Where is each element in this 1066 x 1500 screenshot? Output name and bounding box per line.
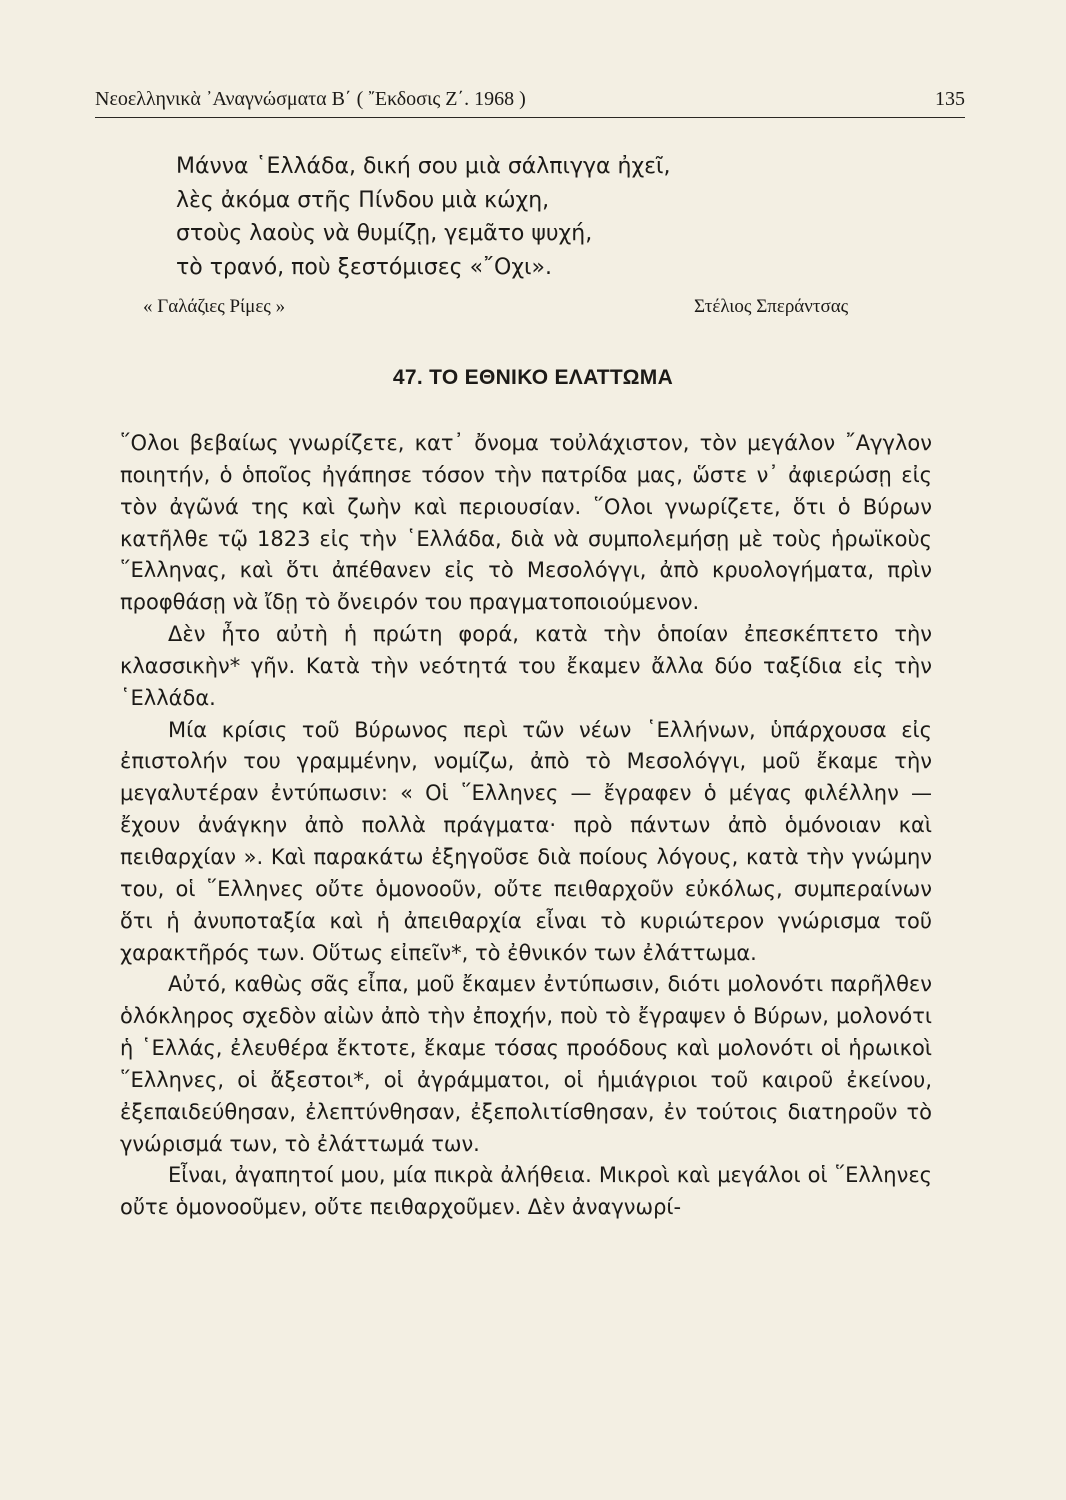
poem-line: Μάννα ῾Ελλάδα, δική σου μιὰ σάλπιγγα ἠχεῖ,: [176, 154, 671, 179]
header-book-title: Νεοελληνικὰ ᾿Αναγνώσματα Β΄ ( ῎Εκδοσις Ζ΄. 1968 ): [95, 88, 526, 110]
poem-line: στοὺς λαοὺς νὰ θυμίζῃ, γεμᾶτο ψυχή,: [176, 221, 593, 246]
poem-source: « Γαλάζιες Ρίμες »: [143, 296, 286, 317]
paragraph: Αὐτό, καθὼς σᾶς εἶπα, μοῦ ἔκαμεν ἐντύπωσιν, διότι μολονότι παρῆλθεν ὁλόκληρος σχεδὸν αἰὼν ἀπὸ τὴν ἐποχήν, ποὺ τὸ ἔγραψεν ὁ Βύρων, μολονότι ἡ ῾Ελλάς, ἐλευθέρα ἔκτοτε, ἔκαμε τόσας προόδους καὶ μολονότι οἱ ἡρωικοὶ ῞Ελληνες, οἱ ἄξεστοι*, οἱ ἀγράμματοι, οἱ ἡμιάγριοι τοῦ καιροῦ ἐκείνου, ἐξεπαιδεύθησαν, ἐλεπτύνθησαν, ἐξεπολιτίσθησαν, ἐν τούτοις διατηροῦν τὸ γνώρισμά των, τὸ ἐλάττωμά των.: [120, 972, 932, 1156]
paragraph: Μία κρίσις τοῦ Βύρωνος περὶ τῶν νέων ῾Ελλήνων, ὑπάρχουσα εἰς ἐπιστολήν του γραμμένην, νομίζω, ἀπὸ τὸ Μεσολόγγι, μοῦ ἔκαμε τὴν μεγαλυτέραν ἐντύπωσιν: « Οἱ ῞Ελληνες — ἔγραφεν ὁ μέγας φιλέλλην — ἔχουν ἀνάγκην ἀπὸ πολλὰ πράγματα· πρὸ πάντων ἀπὸ ὁμόνοιαν καὶ πειθαρχίαν ». Καὶ παρακάτω ἐξηγοῦσε διὰ ποίους λόγους, κατὰ τὴν γνώμην του, οἱ ῞Ελληνες οὔτε ὁμονοοῦν, οὔτε πειθαρχοῦν εὐκόλως, συμπεραίνων ὅτι ἡ ἀνυποταξία καὶ ἡ ἀπειθαρχία εἶναι τὸ κυριώτερον γνώρισμα τοῦ χαρακτῆρός των. Οὕτως εἰπεῖν*, τὸ ἐθνικόν των ἐλάττωμα.: [120, 717, 932, 965]
header-rule: [95, 117, 965, 118]
poem-author: Στέλιος Σπεράντσας: [694, 296, 849, 317]
running-header: [95, 88, 965, 111]
chapter-title: 47. ΤΟ ΕΘΝΙΚΟ ΕΛΑΤΤΩΜΑ: [392, 366, 674, 389]
poem-excerpt: [176, 150, 816, 284]
paragraph: Εἶναι, ἀγαπητοί μου, μία πικρὰ ἀλήθεια. Μικροὶ καὶ μεγάλοι οἱ ῞Ελληνες οὔτε ὁμονοοῦμεν, οὔτε πειθαρχοῦμεν. Δὲν ἀναγνωρί-: [120, 1163, 932, 1220]
paragraph: ῞Ολοι βεβαίως γνωρίζετε, κατ᾿ ὄνομα τοὐλάχιστον, τὸν μεγάλον ῎Αγγλον ποιητήν, ὁ ὁποῖος ἠγάπησε τόσον τὴν πατρίδα μας, ὥστε ν᾿ ἀφιερώσῃ εἰς τὸν ἀγῶνά της καὶ ζωὴν καὶ περιουσίαν. ῞Ολοι γνωρίζετε, ὅτι ὁ Βύρων κατῆλθε τῷ 1823 εἰς τὴν ῾Ελλάδα, διὰ νὰ συμπολεμήσῃ μὲ τοὺς ἡρωϊκοὺς ῞Ελληνας, καὶ ὅτι ἀπέθανεν εἰς τὸ Μεσολόγγι, ἀπὸ κρυολογήματα, πρὶν προφθάσῃ νὰ ἴδῃ τὸ ὄνειρόν του πραγματοποιούμενον.: [120, 431, 932, 615]
page-number: 135: [935, 88, 965, 110]
poem-line: λὲς ἀκόμα στῆς Πίνδου μιὰ κώχη,: [176, 187, 550, 213]
paragraph: Δὲν ἦτο αὐτὴ ἡ πρώτη φορά, κατὰ τὴν ὁποίαν ἐπεσκέπτετο τὴν κλασσικὴν* γῆν. Κατὰ τὴν νεότητά του ἔκαμεν ἄλλα δύο ταξίδια εἰς τὴν ῾Ελλάδα.: [120, 622, 932, 710]
poem-line: τὸ τρανό, ποὺ ξεστόμισες «῎Οχι».: [176, 254, 552, 280]
body-text: [120, 428, 932, 1224]
